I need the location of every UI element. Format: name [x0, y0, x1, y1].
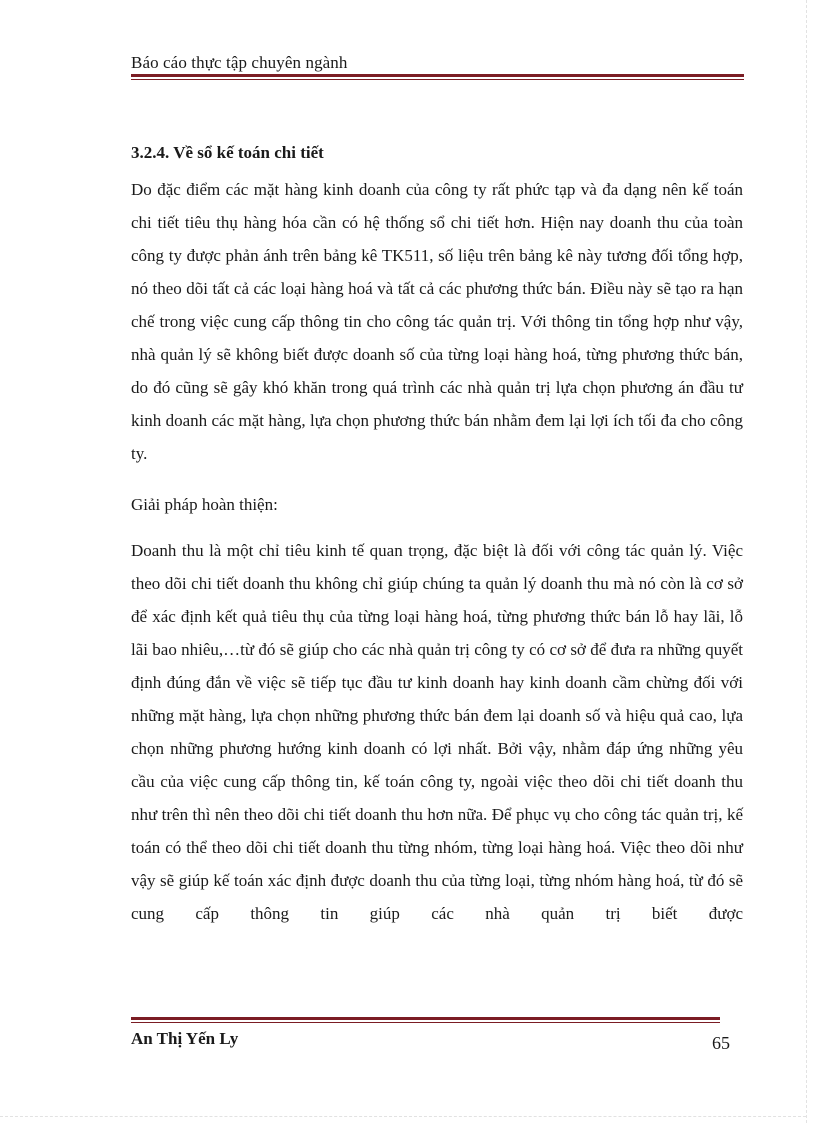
page-edge-bottom: [0, 1116, 806, 1117]
paragraph-solution-body: Doanh thu là một chỉ tiêu kinh tế quan trọng, đặc biệt là đối với công tác quản lý. Việc theo dõi chi tiết doanh thu không chỉ giúp chúng ta quản lý doanh thu mà nó còn là cơ sở để xác định kết quả tiêu thụ của từng loại hàng hoá, từng phương thức bán lỗ hay lãi, lỗ lãi bao nhiêu,…từ đó sẽ giúp cho các nhà quản trị công ty có cơ sở để đưa ra những quyết định đúng đắn về việc sẽ tiếp tục đầu tư kinh doanh hay kinh doanh cầm chừng đối với những mặt hàng, lựa chọn những phương thức bán đem lại doanh số và hiệu quả cao, lựa chọn những phương hướng kinh doanh có lợi nhất. Bởi vậy, nhằm đáp ứng những yêu cầu của việc cung cấp thông tin, kế toán công ty, ngoài việc theo dõi chi tiết doanh thu như trên thì nên theo dõi chi tiết doanh thu hơn nữa. Để phục vụ cho công tác quản trị, kế toán có thể theo dõi chi tiết doanh thu từng nhóm, từng loại hàng hoá. Việc theo dõi như vậy sẽ giúp kế toán xác định được doanh thu của từng loại, từng nhóm hàng hoá, từ đó sẽ cung cấp thông tin giúp các nhà quản trị biết được: [131, 541, 743, 923]
page-edge-right: [806, 0, 807, 1123]
footer-author: An Thị Yến Ly: [131, 1029, 239, 1048]
footer-rule: [131, 1017, 720, 1023]
header-title: Báo cáo thực tập chuyên ngành: [131, 53, 348, 72]
section-heading: 3.2.4. Về sổ kế toán chi tiết: [131, 143, 324, 162]
paragraph-constraints: Do đặc điểm các mặt hàng kinh doanh của công ty rất phức tạp và đa dạng nên kế toán chi tiết tiêu thụ hàng hóa cần có hệ thống sổ chi tiết hơn. Hiện nay doanh thu của toàn công ty được phản ánh trên bảng kê TK511, số liệu trên bảng kê này tương đối tổng hợp, nó theo dõi tất cả các loại hàng hoá và tất cả các phương thức bán. Điều này sẽ tạo ra hạn chế trong việc cung cấp thông tin cho công tác quản trị. Với thông tin tổng hợp như vậy, nhà quản lý sẽ không biết được doanh số của từng loại hàng hoá, từng phương thức bán, do đó cũng sẽ gây khó khăn trong quá trình các nhà quản trị lựa chọn phương án đầu tư kinh doanh các mặt hàng, lựa chọn phương thức bán nhằm đem lại lợi ích tối đa cho công ty.: [131, 180, 743, 463]
header-rule: [131, 74, 744, 80]
paragraph-solution-label: Giải pháp hoàn thiện:: [131, 495, 278, 514]
page-number: 65: [712, 1033, 730, 1053]
